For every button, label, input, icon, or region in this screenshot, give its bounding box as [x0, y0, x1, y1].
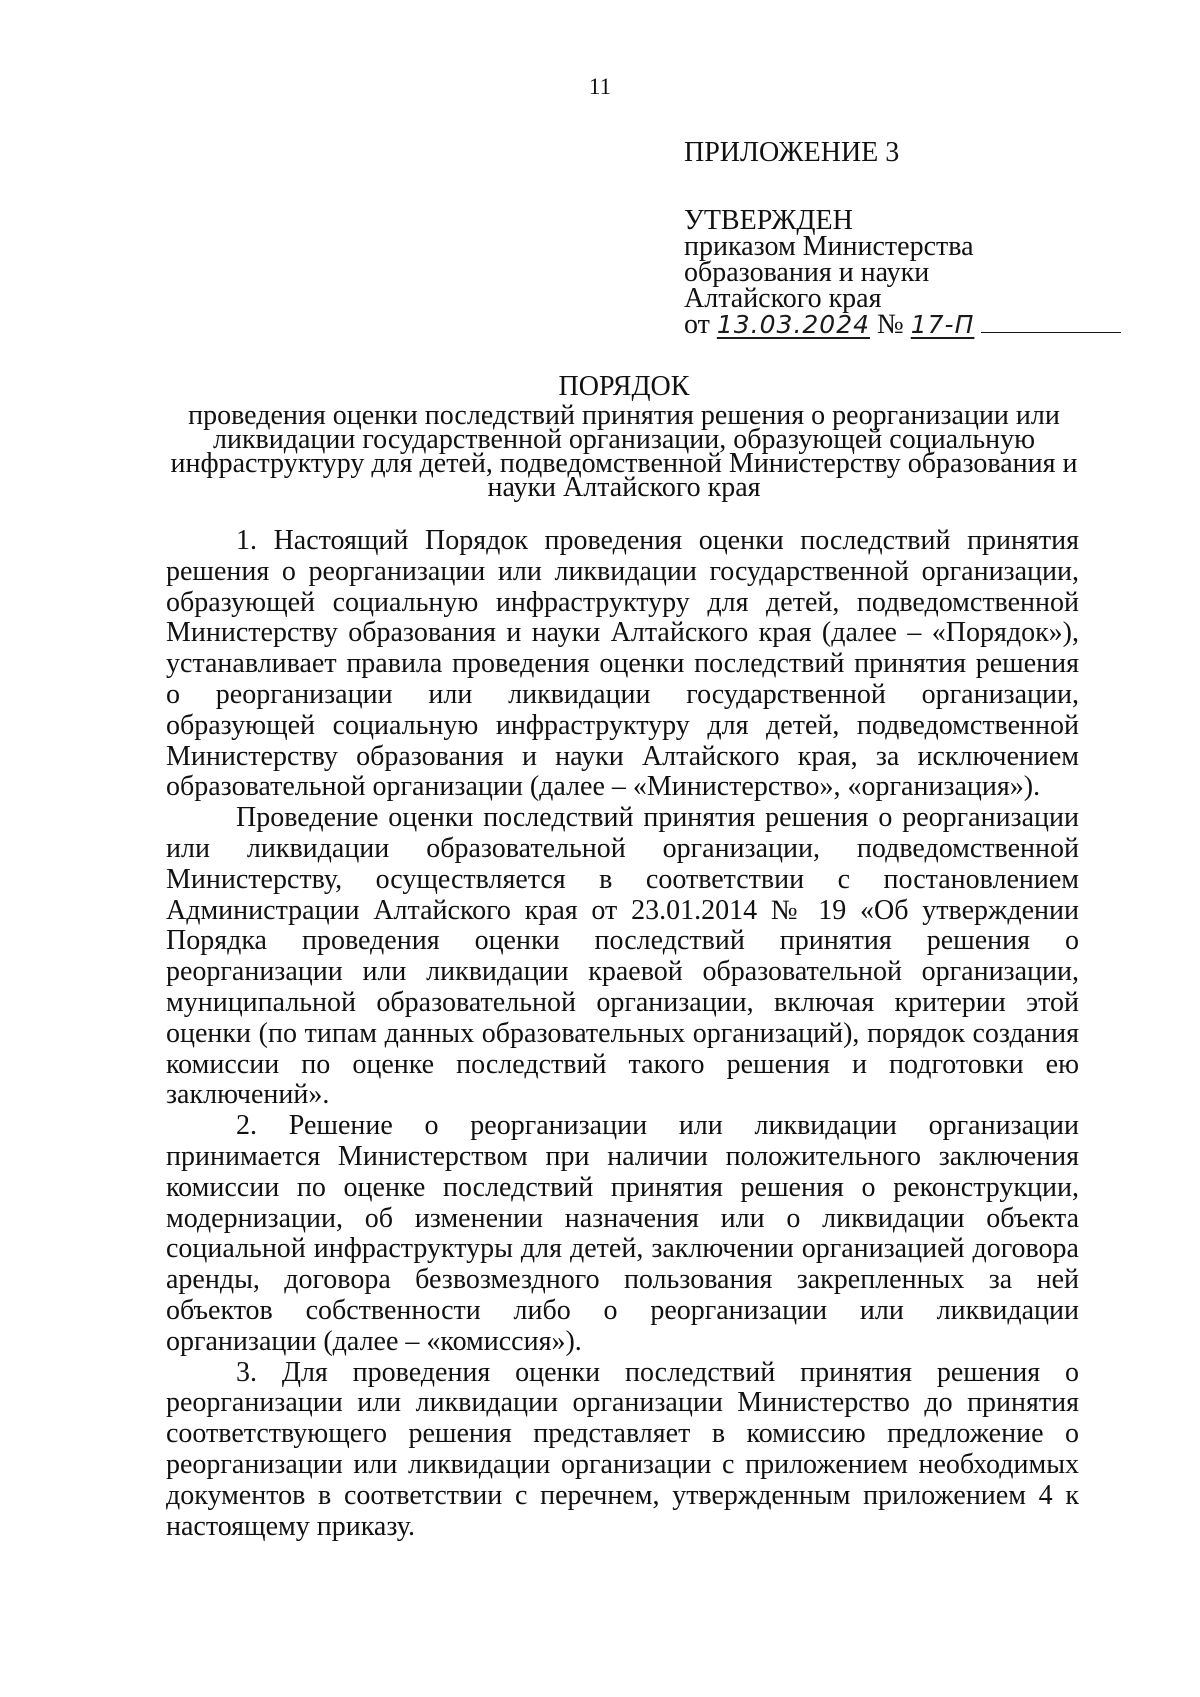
annex-label: ПРИЛОЖЕНИЕ 3 — [684, 137, 900, 168]
document-body — [166, 526, 1079, 1542]
signature-underline — [981, 312, 1121, 333]
paragraph-3: 2. Решение о реорганизации или ликвидации организации принимается Министерством при наличии положительного заключения комиссии по оценке последствий принятия решения о реконструкции, модернизации, об изменении назначения или о ликвидации объекта социальной инфраструктуры для детей, заключении организацией договора аренды, договора безвозмездного пользования закрепленных за ней объектов собственности либо о реорганизации или ликвидации организации (далее – «комиссия»). — [166, 1110, 1079, 1357]
handwritten-number: 17-П — [910, 310, 975, 339]
number-label: № — [877, 309, 904, 340]
document-title-block — [160, 371, 1088, 503]
approval-stamp — [684, 137, 1084, 340]
paragraph-1: 1. Настоящий Порядок проведения оценки последствий принятия решения о реорганизации или ликвидации государственной организации, образующей социальную инфраструктуру для детей, подведомственной Министерству образования и науки Алтайского края (далее – «Порядок»), устанавливает правила проведения оценки последствий принятия решения о реорганизации или ликвидации государственной организации, образующей социальную инфраструктуру для детей, подведомственной Министерству образования и науки Алтайского края, за исключением образовательной организации (далее – «Министерство», «организация»). — [166, 525, 1079, 803]
document-title: ПОРЯДОК — [558, 371, 690, 402]
approved-label: УТВЕРЖДЕН — [684, 205, 853, 236]
order-line-2: образования и науки — [684, 257, 930, 288]
order-line-3: Алтайского края — [684, 283, 882, 314]
date-prefix: от — [684, 309, 710, 340]
page-number: 11 — [588, 74, 612, 99]
paragraph-2: Проведение оценки последствий принятия решения о реорганизации или ликвидации образовательной организации, подведомственной Министерству, осуществляется в соответствии с постановлением Администрации Алтайского края от 23.01.2014 № 19 «Об утверждении Порядка проведения оценки последствий принятия решения о реорганизации или ликвидации краевой образовательной организации, муниципальной образовательной организации, включая критерии этой оценки (по типам данных образовательных организаций), порядок создания комиссии по оценке последствий такого решения и подготовки ею заключений». — [166, 802, 1079, 1111]
handwritten-date: 13.03.2024 — [716, 310, 871, 339]
order-date-line — [684, 309, 1084, 340]
document-subtitle: проведения оценки последствий принятия решения о реорганизации или ликвидации государственной организации, образующей социальную инфраструктуру для детей, подведомственной Министерству образования и науки Алтайского края — [170, 400, 1078, 503]
paragraph-4: 3. Для проведения оценки последствий принятия решения о реорганизации или ликвидации организации Министерство до принятия соответствующего решения представляет в комиссию предложение о реорганизации или ликвидации организации с приложением необходимых документов в соответствии с перечнем, утвержденным приложением 4 к настоящему приказу. — [166, 1356, 1079, 1542]
order-line-1: приказом Министерства — [684, 231, 974, 262]
